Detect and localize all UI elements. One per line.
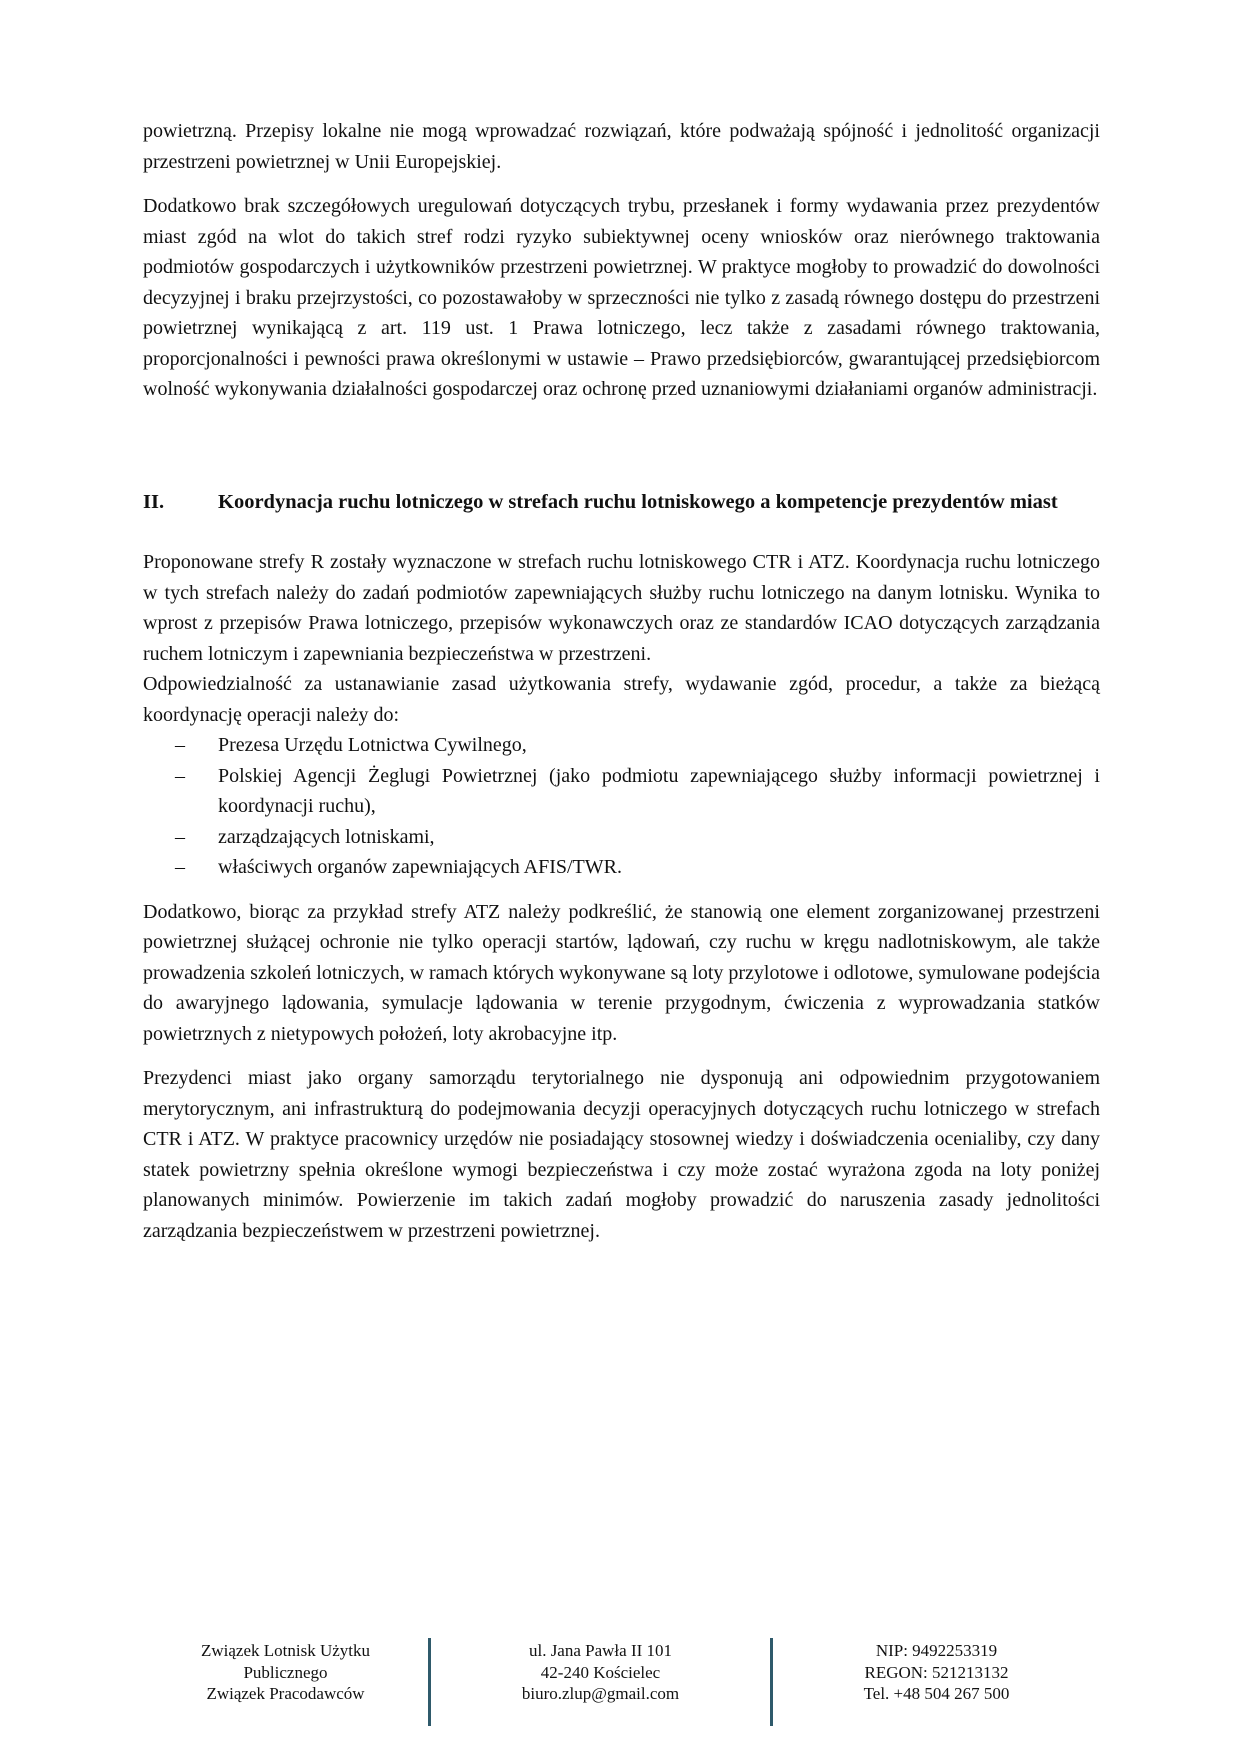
- page-footer: [143, 1638, 1100, 1726]
- list-item: – właściwych organów zapewniających AFIS/TWR.: [143, 852, 1100, 883]
- dash-bullet-icon: –: [175, 734, 185, 756]
- list-item: – zarządzających lotniskami,: [143, 822, 1100, 853]
- footer-address: ul. Jana Pawła II 101 42-240 Kościelec biuro.zlup@gmail.com: [431, 1638, 770, 1726]
- dash-bullet-icon: –: [175, 856, 185, 878]
- section-number: II.: [143, 490, 165, 513]
- paragraph-responsibility: Odpowiedzialność za ustanawianie zasad użytkowania strefy, wydawanie zgód, procedur, a także za bieżącą koordynację operacji należy do:: [143, 673, 1100, 726]
- dash-bullet-icon: –: [175, 825, 185, 848]
- document-page: [143, 116, 1100, 1246]
- section-title: Koordynacja ruchu lotniczego w strefach ruchu lotniskowego a kompetencje prezydentów miast: [218, 490, 1058, 513]
- section-heading: [143, 487, 1100, 518]
- paragraph-atz: Dodatkowo, biorąc za przykład strefy ATZ należy podkreślić, że stanowią one element zorganizowanej przestrzeni powietrznej służącej ochronie nie tylko operacji startów, lądowań, czy ruchu w kręgu nadlotniskowym, ale także prowadzenia szkoleń lotniczych, w ramach których wykonywane są loty przylotowe i odlotowe, symulowane podejścia do awaryjnego lądowania, symulacje lądowania w terenie przygodnym, ćwiczenia z wyprowadzania statków powietrznych z nietypowych położeń, loty akrobacyjne itp.: [143, 900, 1100, 1045]
- paragraph-continuation: powietrzną. Przepisy lokalne nie mogą wprowadzać rozwiązań, które podważają spójność i jednolitość organizacji przestrzeni powietrznej w Unii Europejskiej.: [143, 120, 1100, 173]
- paragraph-mayors: Prezydenci miast jako organy samorządu terytorialnego nie dysponują ani odpowiednim przygotowaniem merytorycznym, ani infrastrukturą do podejmowania decyzji operacyjnych dotyczących ruchu lotniczego w strefach CTR i ATZ. W praktyce pracownicy urzędów nie posiadający stosownej wiedzy i doświadczenia ocenialiby, czy dany statek powietrzny spełnia określone wymogi bezpieczeństwa i czy może zostać wyrażona zgoda na loty poniżej planowanych minimów. Powierzenie im takich zadań mogłoby prowadzić do naruszenia zasady jednolitości zarządzania bezpieczeństwem w przestrzeni powietrznej.: [143, 1067, 1100, 1242]
- list-item: – Polskiej Agencji Żeglugi Powietrznej (jako podmiotu zapewniającego służby informacji powietrznej i koordynacji ruchu),: [143, 761, 1100, 822]
- footer-email[interactable]: biuro.zlup@gmail.com: [521, 1684, 680, 1703]
- footer-phone: Tel. +48 504 267 500: [863, 1684, 1010, 1703]
- footer-identifiers: NIP: 9492253319 REGON: 521213132 Tel. +48 504 267 500: [773, 1638, 1100, 1726]
- paragraph-zones: Proponowane strefy R zostały wyznaczone w strefach ruchu lotniskowego CTR i ATZ. Koordynacja ruchu lotniczego w tych strefach należy do zadań podmiotów zapewniających służby ruchu lotniczego na danym lotnisku. Wynika to wprost z przepisów Prawa lotniczego, przepisów wykonawczych oraz ze standardów ICAO dotyczących zarządzania ruchem lotniczym i zapewniania bezpieczeństwa w przestrzeni.: [143, 551, 1100, 665]
- paragraph-regulation-gaps: Dodatkowo brak szczegółowych uregulowań dotyczących trybu, przesłanek i formy wydawania przez prezydentów miast zgód na wlot do takich stref rodzi ryzyko subiektywnej oceny wniosków oraz nierównego traktowania podmiotów gospodarczych i użytkowników przestrzeni powietrznej. W praktyce mogłoby to prowadzić do dowolności decyzyjnej i braku przejrzystości, co pozostawałoby w sprzeczności nie tylko z zasadą równego dostępu do przestrzeni powietrznej wynikającą z art. 119 ust. 1 Prawa lotniczego, lecz także z zasadami równego traktowania, proporcjonalności i pewności prawa określonymi w ustawie – Prawo przedsiębiorców, gwarantującej przedsiębiorcom wolność wykonywania działalności gospodarczej oraz ochronę przed uznaniowymi działaniami organów administracji.: [143, 195, 1100, 400]
- list-item: – Prezesa Urzędu Lotnictwa Cywilnego,: [143, 730, 1100, 761]
- responsibility-list: [143, 730, 1100, 883]
- dash-bullet-icon: –: [175, 764, 185, 787]
- footer-organization: Związek Lotnisk Użytku Publicznego Związek Pracodawców: [200, 1641, 370, 1703]
